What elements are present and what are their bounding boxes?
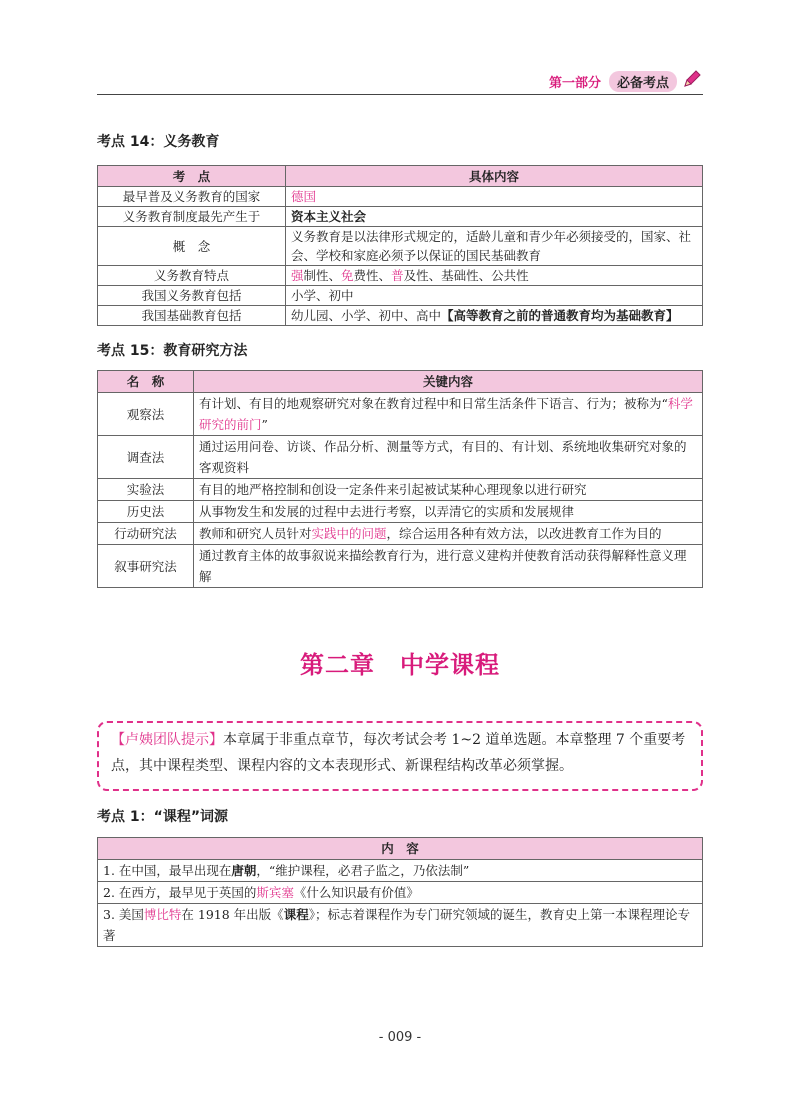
row-value: 从事物发生和发展的过程中去进行考察，以弄清它的实质和发展规律 <box>194 501 703 523</box>
table-row <box>98 904 703 947</box>
row-key: 我国义务教育包括 <box>98 286 286 306</box>
highlight-text: 强 <box>291 268 304 283</box>
section-title-14: 考点 14：义务教育 <box>97 134 220 150</box>
row-value <box>98 860 703 882</box>
table-row <box>98 187 703 207</box>
value-text: 制性、 <box>303 268 342 283</box>
chapter-title: 第二章 中学课程 <box>300 651 500 679</box>
value-text: 及性、基础性、公共性 <box>403 268 529 283</box>
row-key: 调查法 <box>98 436 194 479</box>
row-key: 历史法 <box>98 501 194 523</box>
tip-text: 本章属于非重点章节，每次考试会考 1~2 道单选题。本章整理 7 个重要考点，其中课程类型、课程内容的文本表现形式、新课程结构改革必须掌握。 <box>111 732 686 774</box>
value-text: 费性、 <box>353 268 392 283</box>
highlight-text: 斯宾塞 <box>256 885 294 900</box>
value-text: ，综合运用各种有效方法，以改进教育工作为目的 <box>386 526 662 541</box>
col-header: 关键内容 <box>194 371 703 393</box>
value-text: 1. 在中国，最早出现在 <box>103 863 232 878</box>
page-header <box>97 68 703 95</box>
table-header-row <box>98 371 703 393</box>
row-value <box>194 523 703 545</box>
value-text: 幼儿园、小学、初中、高中 <box>291 308 442 323</box>
row-key: 义务教育特点 <box>98 266 286 286</box>
value-text: 资本主义社会 <box>291 209 367 224</box>
highlight-text: 实践中的问题 <box>311 526 387 541</box>
compulsory-education-table <box>97 165 703 326</box>
col-header: 考 点 <box>98 166 286 187</box>
table-row <box>98 479 703 501</box>
row-key: 最早普及义务教育的国家 <box>98 187 286 207</box>
table-row <box>98 523 703 545</box>
value-text: 》；标志着课程作为专门研究领域的诞生，教育史上第一本课程理论专著 <box>103 907 690 943</box>
table-row <box>98 545 703 588</box>
highlight-text: 普 <box>391 268 404 283</box>
value-text: 2. 在西方，最早见于英国的 <box>103 885 257 900</box>
curriculum-origin-table <box>97 837 703 947</box>
pencil-icon <box>681 68 703 90</box>
tip-box <box>97 721 703 791</box>
row-value <box>286 187 703 207</box>
row-value <box>286 306 703 326</box>
bold-text: 唐朝 <box>231 863 257 878</box>
header-label <box>549 71 677 92</box>
row-value <box>194 393 703 436</box>
row-key: 义务教育制度最先产生于 <box>98 207 286 227</box>
highlight-text: 科学研究的前门 <box>199 396 693 432</box>
col-header: 名 称 <box>98 371 194 393</box>
col-header: 内 容 <box>98 838 703 860</box>
table-row <box>98 207 703 227</box>
row-value <box>98 904 703 947</box>
highlight-text: 免 <box>341 268 354 283</box>
section-title-1: 考点 1：“课程”词源 <box>97 809 229 825</box>
research-methods-table <box>97 370 703 588</box>
value-text: 德国 <box>291 189 317 204</box>
table-row <box>98 286 703 306</box>
table-row <box>98 306 703 326</box>
header-part: 第一部分 <box>548 76 601 91</box>
table-row <box>98 436 703 479</box>
row-key: 实验法 <box>98 479 194 501</box>
tip-label: 【卢姨团队提示】 <box>111 732 223 748</box>
row-key: 我国基础教育包括 <box>98 306 286 326</box>
highlight-text: 博比特 <box>143 907 182 922</box>
row-value: 通过教育主体的故事叙说来描绘教育行为，进行意义建构并使教育活动获得解释性意义理解 <box>194 545 703 588</box>
table-row <box>98 266 703 286</box>
table-header-row <box>98 166 703 187</box>
row-value <box>286 207 703 227</box>
row-value <box>286 266 703 286</box>
bold-text: 课程 <box>283 907 309 922</box>
value-text: 教师和研究人员针对 <box>199 526 312 541</box>
section-title-15: 考点 15：教育研究方法 <box>97 343 248 359</box>
value-text: 在 1918 年出版《 <box>181 907 284 922</box>
col-header: 具体内容 <box>286 166 703 187</box>
row-value: 有目的地严格控制和创设一定条件来引起被试某种心理现象以进行研究 <box>194 479 703 501</box>
row-value <box>98 882 703 904</box>
row-key: 行动研究法 <box>98 523 194 545</box>
row-key: 叙事研究法 <box>98 545 194 588</box>
header-badge: 必备考点 <box>609 71 677 92</box>
row-value: 通过运用问卷、访谈、作品分析、测量等方式，有目的、有计划、系统地收集研究对象的客观资料 <box>194 436 703 479</box>
table-row <box>98 501 703 523</box>
table-row <box>98 227 703 266</box>
table-row <box>98 393 703 436</box>
value-text: 《什么知识最有价值》 <box>293 885 419 900</box>
value-text: ，“维护课程，必君子监之，乃依法制” <box>256 863 470 878</box>
table-row <box>98 860 703 882</box>
row-key: 观察法 <box>98 393 194 436</box>
value-text: 3. 美国 <box>103 907 144 922</box>
note-text: 【高等教育之前的普通教育均为基础教育】 <box>441 308 679 323</box>
table-header-row <box>98 838 703 860</box>
value-text: 有计划、有目的地观察研究对象在教育过程中和日常生活条件下语言、行为；被称为“ <box>199 396 668 411</box>
row-value: 小学、初中 <box>286 286 703 306</box>
row-key: 概 念 <box>98 227 286 266</box>
page-number: - 009 - <box>378 1030 422 1045</box>
value-text: ” <box>261 417 268 432</box>
table-row <box>98 882 703 904</box>
row-value: 义务教育是以法律形式规定的，适龄儿童和青少年必须接受的，国家、社会、学校和家庭必须予以保证的国民基础教育 <box>286 227 703 266</box>
